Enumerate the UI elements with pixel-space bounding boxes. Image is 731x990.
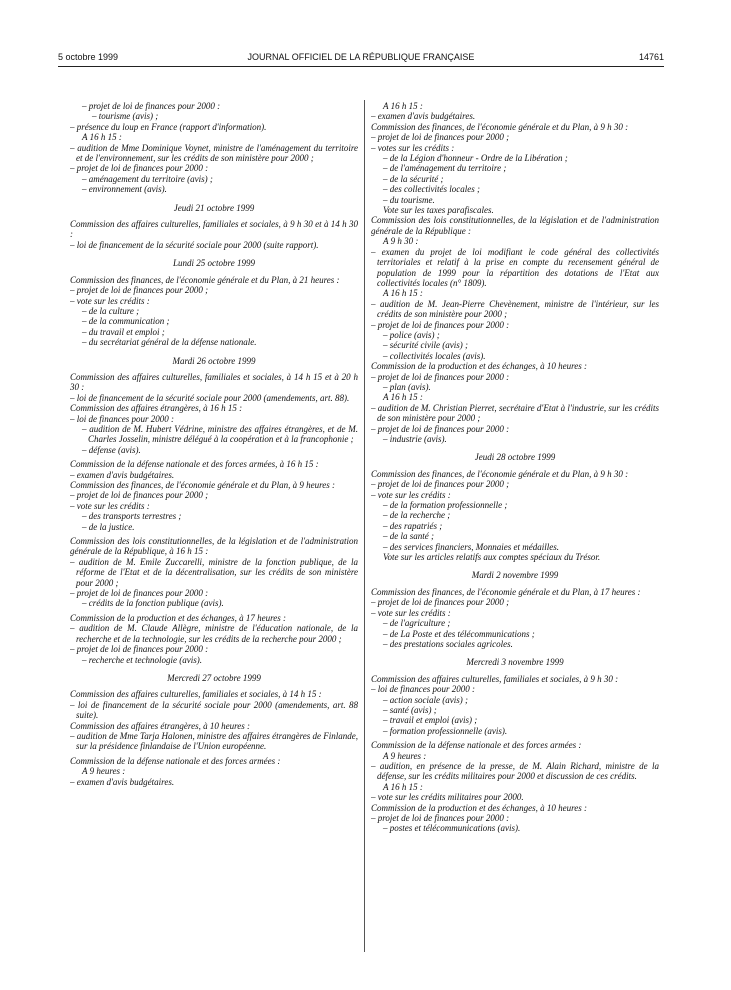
agenda-line: Commission des affaires culturelles, familiales et sociales, à 14 h 15 et à 20 h 30 : [70, 371, 358, 393]
agenda-line: – de la sécurité ; [383, 173, 444, 184]
agenda-line: Commission de la défense nationale et des forces armées : [371, 740, 582, 751]
header-date: 5 octobre 1999 [58, 52, 119, 62]
agenda-line: Commission des affaires culturelles, familiales et sociales, à 14 h 15 : [70, 689, 322, 700]
agenda-line: – de la justice. [82, 521, 135, 532]
agenda-line: – loi de finances pour 2000 : [371, 684, 475, 695]
agenda-line: – vote sur les crédits : [70, 295, 150, 306]
agenda-line: – audition de Mme Tarja Halonen, ministre des affaires étrangères de Finlande, sur la présidence finlandaise de l'Union européenne. [70, 730, 358, 752]
agenda-line: – du travail et emploi ; [82, 326, 165, 337]
agenda-line: A 16 h 15 : [383, 101, 423, 111]
date-heading: Mercredi 3 novembre 1999 [466, 657, 564, 668]
agenda-line: – de la communication ; [82, 316, 170, 327]
agenda-line: – projet de loi de finances pour 2000 : [82, 101, 221, 111]
agenda-line: – projet de loi de finances pour 2000 ; [371, 132, 510, 143]
agenda-line: A 9 heures : [383, 750, 427, 761]
agenda-line: – de la Légion d'honneur - Ordre de la Libération ; [383, 153, 568, 164]
agenda-line: – projet de loi de finances pour 2000 : [70, 588, 209, 599]
agenda-line: – de la culture ; [82, 305, 140, 316]
agenda-line: Commission des affaires étrangères, à 16 h 15 : [70, 403, 243, 414]
agenda-line: – de la recherche ; [383, 510, 451, 521]
agenda-line: A 16 h 15 : [383, 781, 423, 792]
agenda-line: A 16 h 15 : [383, 392, 423, 403]
agenda-line: – loi de financement de la sécurité sociale pour 2000 (amendements, art. 88 suite). [70, 699, 358, 721]
left-column [70, 101, 358, 787]
agenda-line: – des rapatriés ; [383, 520, 443, 531]
agenda-line: – projet de loi de finances pour 2000 ; [70, 285, 209, 296]
date-heading: Lundi 25 octobre 1999 [173, 258, 255, 269]
agenda-line: A 9 heures : [82, 766, 126, 777]
agenda-line: Commission des finances, de l'économie générale et du Plan, à 9 h 30 : [371, 468, 629, 479]
agenda-line: – aménagement du territoire (avis) ; [82, 173, 213, 184]
agenda-line: – des collectivités locales ; [383, 184, 480, 195]
agenda-line: Commission des lois constitutionnelles, de la législation et de l'administration générale de la République, à 16 h 15 : [70, 536, 358, 557]
agenda-line: – environnement (avis). [82, 184, 167, 195]
agenda-line: – de la santé ; [383, 531, 434, 542]
agenda-line: Commission des affaires culturelles, familiales et sociales, à 9 h 30 et à 14 h 30 : [70, 219, 358, 240]
agenda-line: – loi de finances pour 2000 : [70, 413, 174, 424]
agenda-line: – vote sur les crédits : [70, 500, 150, 511]
agenda-line: – projet de loi de finances pour 2000 : [70, 644, 209, 655]
agenda-line: – travail et emploi (avis) ; [383, 715, 478, 726]
agenda-line: – vote sur les crédits militaires pour 2000. [371, 792, 524, 803]
agenda-line: – des transports terrestres ; [82, 511, 182, 522]
agenda-line: – vote sur les crédits : [371, 489, 451, 500]
agenda-line: – loi de financement de la sécurité sociale pour 2000 (amendements, art. 88). [70, 392, 350, 403]
agenda-line: Commission des finances, de l'économie générale et du Plan, à 21 heures : [70, 274, 340, 285]
agenda-line: – postes et télécommunications (avis). [383, 823, 521, 834]
agenda-line: Commission de la défense nationale et des forces armées, à 16 h 15 : [70, 459, 319, 470]
right-column [371, 101, 659, 834]
agenda-line: – recherche et technologie (avis). [82, 654, 203, 665]
agenda-line: – vote sur les crédits : [371, 607, 451, 618]
agenda-line: – des services financiers, Monnaies et médailles. [383, 541, 559, 552]
agenda-line: Commission de la production et des échanges, à 10 heures : [371, 361, 588, 372]
header-title: JOURNAL OFFICIEL DE LA RÉPUBLIQUE FRANÇAISE [247, 52, 475, 62]
agenda-line: – examen d'avis budgétaires. [70, 776, 175, 787]
agenda-line: – audition de M. Hubert Védrine, ministre des affaires étrangères, et de M. Charles Josselin, ministre délégué à la coopération et à la francophonie ; [82, 423, 358, 445]
date-heading: Mercredi 27 octobre 1999 [167, 672, 261, 683]
agenda-line: – défense (avis). [82, 444, 141, 455]
agenda-line: – projet de loi de finances pour 2000 ; [70, 490, 209, 501]
agenda-line: – plan (avis). [383, 381, 431, 392]
header-divider [58, 66, 664, 67]
agenda-line: – audition de M. Jean-Pierre Chevènement, ministre de l'intérieur, sur les crédits de son ministère pour 2000 ; [371, 298, 659, 320]
agenda-line: – du tourisme. [383, 194, 435, 205]
agenda-line: – examen d'avis budgétaires. [371, 111, 476, 122]
date-heading: Mardi 2 novembre 1999 [471, 570, 559, 581]
header-page-number: 14761 [638, 52, 664, 62]
agenda-line: – votes sur les crédits : [371, 142, 455, 153]
agenda-line: Commission des affaires culturelles, familiales et sociales, à 9 h 30 : [371, 673, 619, 684]
agenda-line: – examen du projet de loi modifiant le code général des collectivités territoriales et relatif à la prise en compte du recensement général de population de 1999 pour la répartition des dotations de l'Etat aux collectivités locales (n° 1809). [371, 246, 659, 288]
agenda-line: – projet de loi de finances pour 2000 : [371, 371, 510, 382]
agenda-line: – examen d'avis budgétaires. [70, 469, 175, 480]
agenda-line: – du secrétariat général de la défense nationale. [82, 337, 257, 348]
agenda-line: – audition de M. Claude Allègre, ministre de l'éducation nationale, de la recherche et de la technologie, sur les crédits de la recherche pour 2000 ; [70, 623, 358, 644]
date-heading: Mardi 26 octobre 1999 [172, 355, 256, 366]
agenda-line: – des prestations sociales agricoles. [383, 638, 513, 649]
agenda-line: – de l'aménagement du territoire ; [383, 163, 507, 174]
column-divider [364, 100, 365, 952]
agenda-line: A 9 h 30 : [383, 236, 419, 247]
agenda-line: – sécurité civile (avis) ; [383, 340, 468, 351]
agenda-line: – industrie (avis). [383, 434, 447, 444]
agenda-line: – de La Poste et des télécommunications ; [383, 628, 535, 639]
agenda-line: – action sociale (avis) ; [383, 694, 468, 705]
agenda-line: Commission des finances, de l'économie générale et du Plan, à 9 h 30 : [371, 121, 629, 132]
agenda-line: – projet de loi de finances pour 2000 : [371, 423, 510, 434]
agenda-line: – tourisme (avis) ; [92, 111, 159, 122]
agenda-line: A 16 h 15 : [82, 132, 122, 143]
agenda-line: Commission de la production et des échanges, à 17 heures : [70, 612, 287, 623]
agenda-line: – audition de Mme Dominique Voynet, ministre de l'aménagement du territoire et de l'environnement, sur les crédits de son ministère pour 2000 ; [70, 142, 358, 164]
agenda-line: – projet de loi de finances pour 2000 : [371, 813, 510, 823]
agenda-line: – formation professionnelle (avis). [383, 725, 508, 736]
agenda-line: Commission des finances, de l'économie générale et du Plan, à 17 heures : [371, 586, 641, 597]
agenda-line: – de la formation professionnelle ; [383, 500, 508, 511]
agenda-line: – audition de M. Christian Pierret, secrétaire d'Etat à l'industrie, sur les crédits de son ministère pour 2000 ; [371, 402, 659, 424]
agenda-line: – audition, en présence de la presse, de M. Alain Richard, ministre de la défense, sur les crédits militaires pour 2000 et discussion de ces crédits. [371, 760, 659, 782]
page-header [58, 52, 664, 66]
agenda-line: – police (avis) ; [383, 329, 440, 340]
agenda-line: Commission de la défense nationale et des forces armées : [70, 755, 281, 766]
agenda-line: – projet de loi de finances pour 2000 : [371, 319, 510, 330]
agenda-line: Commission des affaires étrangères, à 10 heures : [70, 720, 250, 731]
agenda-line: Commission des finances, de l'économie générale et du Plan, à 9 heures : [70, 480, 336, 490]
agenda-line: – projet de loi de finances pour 2000 ; [371, 597, 510, 608]
agenda-line: – projet de loi de finances pour 2000 ; [371, 479, 510, 490]
agenda-line: – loi de financement de la sécurité sociale pour 2000 (suite rapport). [70, 239, 319, 250]
agenda-line: – présence du loup en France (rapport d'information). [70, 121, 267, 132]
agenda-line: A 16 h 15 : [383, 288, 423, 299]
agenda-line: – santé (avis) ; [383, 704, 437, 715]
date-heading: Jeudi 21 octobre 1999 [173, 202, 255, 213]
agenda-line: Commission de la production et des échanges, à 10 heures : [371, 802, 588, 813]
agenda-line: Vote sur les articles relatifs aux comptes spéciaux du Trésor. [383, 552, 601, 563]
agenda-line: – collectivités locales (avis). [383, 350, 486, 361]
agenda-line: – audition de M. Emile Zuccarelli, ministre de la fonction publique, de la réforme de l'Etat et de la décentralisation, sur les crédits de son ministère pour 2000 ; [70, 556, 358, 588]
agenda-line: – de l'agriculture ; [383, 618, 451, 629]
date-heading: Jeudi 28 octobre 1999 [474, 452, 556, 463]
agenda-line: – projet de loi de finances pour 2000 : [70, 163, 209, 174]
agenda-line: – crédits de la fonction publique (avis). [82, 598, 224, 609]
agenda-line: Commission des lois constitutionnelles, de la législation et de l'administration générale de la République : [371, 215, 659, 236]
agenda-line: Vote sur les taxes parafiscales. [383, 205, 494, 216]
